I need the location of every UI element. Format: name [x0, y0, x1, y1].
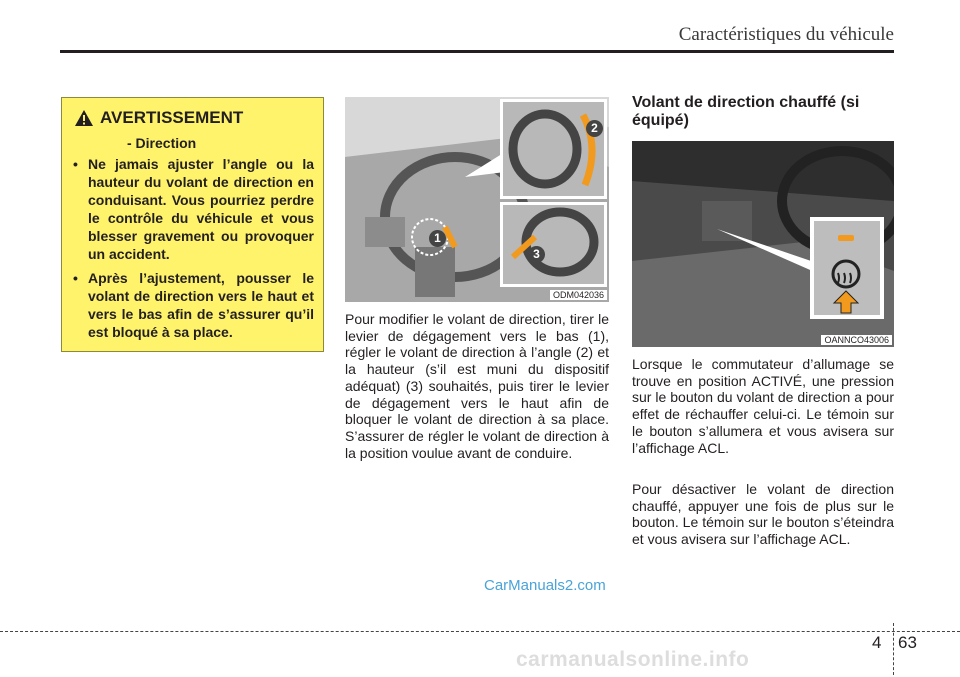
watermark: CarManuals2.com [484, 577, 606, 594]
callout-1: 1 [429, 230, 446, 247]
page-header-title: Caractéristiques du véhicule [678, 24, 894, 45]
figure-caption: ODM042036 [550, 290, 607, 300]
warning-title: AVERTISSEMENT [100, 108, 244, 127]
warning-item: • Après l’ajustement, pousser le volant de direction vers le haut et vers le bas afin de s’assurer qu’il est bloqué à sa place. [72, 269, 314, 341]
warning-triangle-icon [74, 109, 94, 127]
steering-adjustment-illustration [345, 97, 609, 302]
steering-adjustment-photo [345, 97, 609, 302]
callout-2: 2 [586, 120, 603, 137]
chapter-number: 4 [872, 633, 882, 652]
warning-list [72, 155, 314, 347]
warning-heading [74, 108, 243, 128]
header-rule [60, 50, 894, 53]
section-title: Volant de direction chauffé (si équipé) [632, 94, 860, 129]
figure-caption: OANNCO43006 [821, 335, 892, 345]
footer-separator [893, 623, 894, 675]
heated-steering-illustration [632, 141, 894, 347]
adjustment-paragraph: Pour modifier le volant de direction, tirer le levier de dégagement vers le bas (1), régler le volant de direction à l’angle (2) et la hauteur (s’il est muni du dispositif adéquat) (3) souhaités, puis tirer le levier de dégagement vers le haut afin de bloquer le volant de direction à sa place. S’assurer de régler le volant de direction à la position voulue avant de conduire. [345, 311, 609, 461]
heated-steering-photo [632, 141, 894, 347]
footer-rule [0, 631, 960, 632]
warning-box [61, 97, 324, 352]
section-paragraph: Pour désactiver le volant de direction chauffé, appuyer une fois de plus sur le bouton. Le témoin sur le bouton s’éteindra et vous avisera sur l’affichage ACL. [632, 481, 894, 548]
page-number: 63 [898, 633, 917, 652]
section-paragraph: Lorsque le commutateur d’allumage se trouve en position ACTIVÉ, une pression sur le bouton du volant de direction a pour effet de réchauffer celui-ci. Le témoin sur le bouton s’allumera et vous avisera sur l’affichage ACL. [632, 356, 894, 456]
warning-subtitle: - Direction [127, 135, 197, 151]
warning-item: • Ne jamais ajuster l’angle ou la hauteur du volant de direction en conduisant. Vous pourriez perdre le contrôle du véhicule et vous blesser gravement ou provoquer un accident. [72, 155, 314, 263]
callout-3: 3 [528, 246, 545, 263]
footer-watermark: carmanualsonline.info [516, 648, 750, 671]
